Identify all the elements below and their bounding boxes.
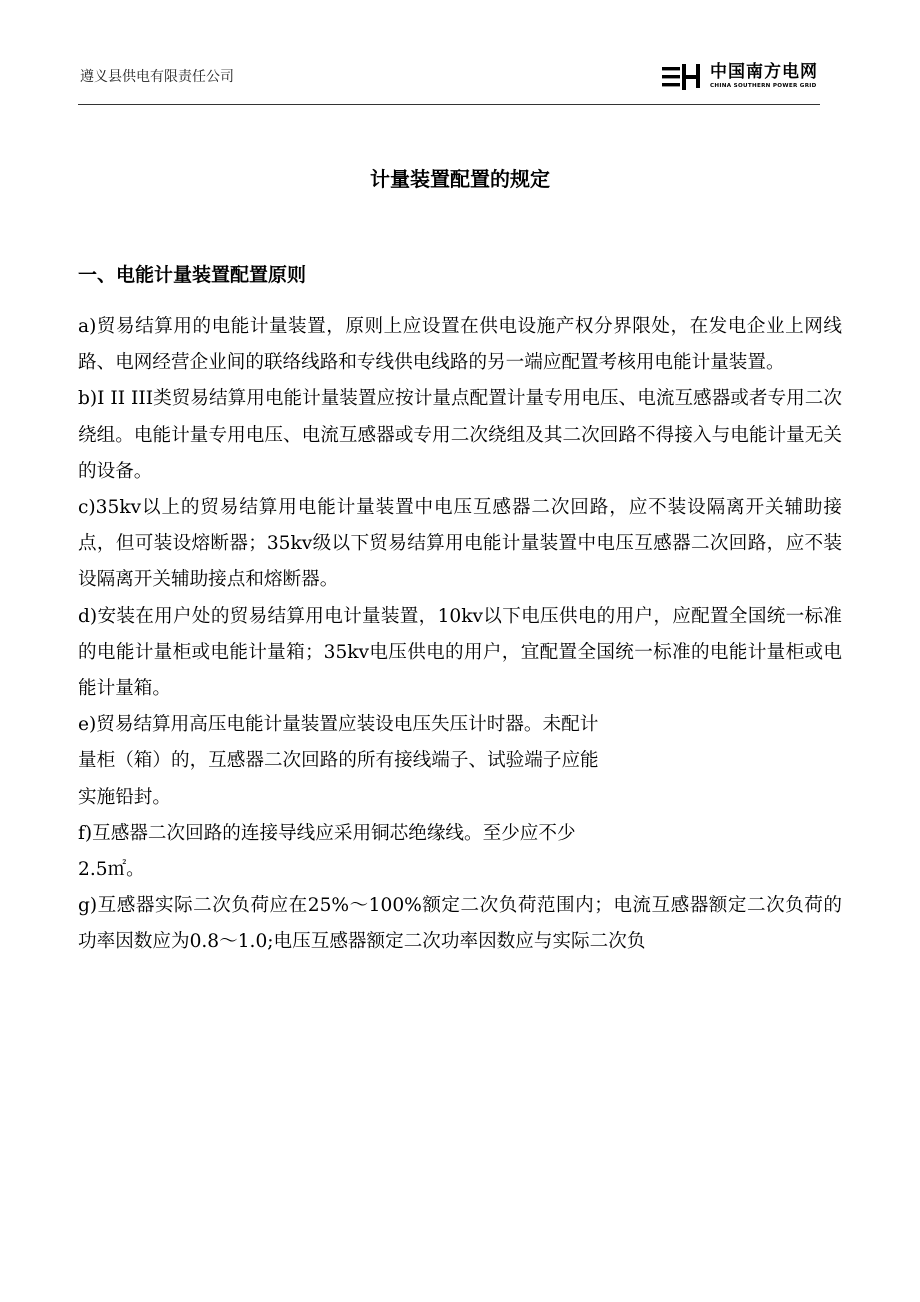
- company-name: 遵义县供电有限责任公司: [80, 69, 234, 85]
- paragraph-f-line-1: f)互感器二次回路的连接导线应采用铜芯绝缘线。至少应不少: [78, 822, 576, 844]
- logo-english-name: CHINA SOUTHERN POWER GRID: [710, 83, 817, 90]
- csg-logo: [662, 60, 818, 94]
- paragraph-g: g)互感器实际二次负荷应在25%～100%额定二次负荷范围内；电流互感器额定二次负荷的功率因数应为0.8～1.0;电压互感器额定二次功率因数应与实际二次负: [78, 895, 842, 953]
- paragraph-e-line-3: 实施铅封。: [78, 786, 171, 808]
- paragraph-c: c)35kv以上的贸易结算用电能计量装置中电压互感器二次回路，应不装设隔离开关辅助接点，但可装设熔断器；35kv级以下贸易结算用电能计量装置中电压互感器二次回路，应不装设隔离开关辅助接点和熔断器。: [78, 497, 842, 591]
- paragraph-e-line-2: 量柜（箱）的，互感器二次回路的所有接线端子、试验端子应能: [78, 750, 599, 772]
- csg-logo-icon: [662, 62, 702, 92]
- logo-chinese-name: 中国南方电网: [710, 62, 818, 83]
- paragraph-b: b)I II III类贸易结算用电能计量装置应按计量点配置计量专用电压、电流互感器或者专用二次绕组。电能计量专用电压、电流互感器或专用二次绕组及其二次回路不得接入与电能计量无关的设备。: [78, 388, 842, 482]
- header-divider: [78, 104, 820, 105]
- paragraph-f-line-2: 2.5㎡。: [78, 859, 145, 881]
- document-body: [78, 309, 842, 961]
- section-heading: 一、电能计量装置配置原则: [78, 264, 307, 286]
- paragraph-d: d)安装在用户处的贸易结算用电计量装置，10kv以下电压供电的用户，应配置全国统一标准的电能计量柜或电能计量箱；35kv电压供电的用户，宜配置全国统一标准的电能计量柜或电能计量箱。: [78, 605, 842, 700]
- paragraph-e-line-1: e)贸易结算用高压电能计量装置应装设电压失压计时器。未配计: [78, 714, 599, 736]
- document-title: 计量装置配置的规定: [370, 167, 550, 191]
- page-header: [78, 54, 820, 104]
- paragraph-a: a)贸易结算用的电能计量装置，原则上应设置在供电设施产权分界限处，在发电企业上网线路、电网经营企业间的联络线路和专线供电线路的另一端应配置考核用电能计量装置。: [78, 316, 842, 374]
